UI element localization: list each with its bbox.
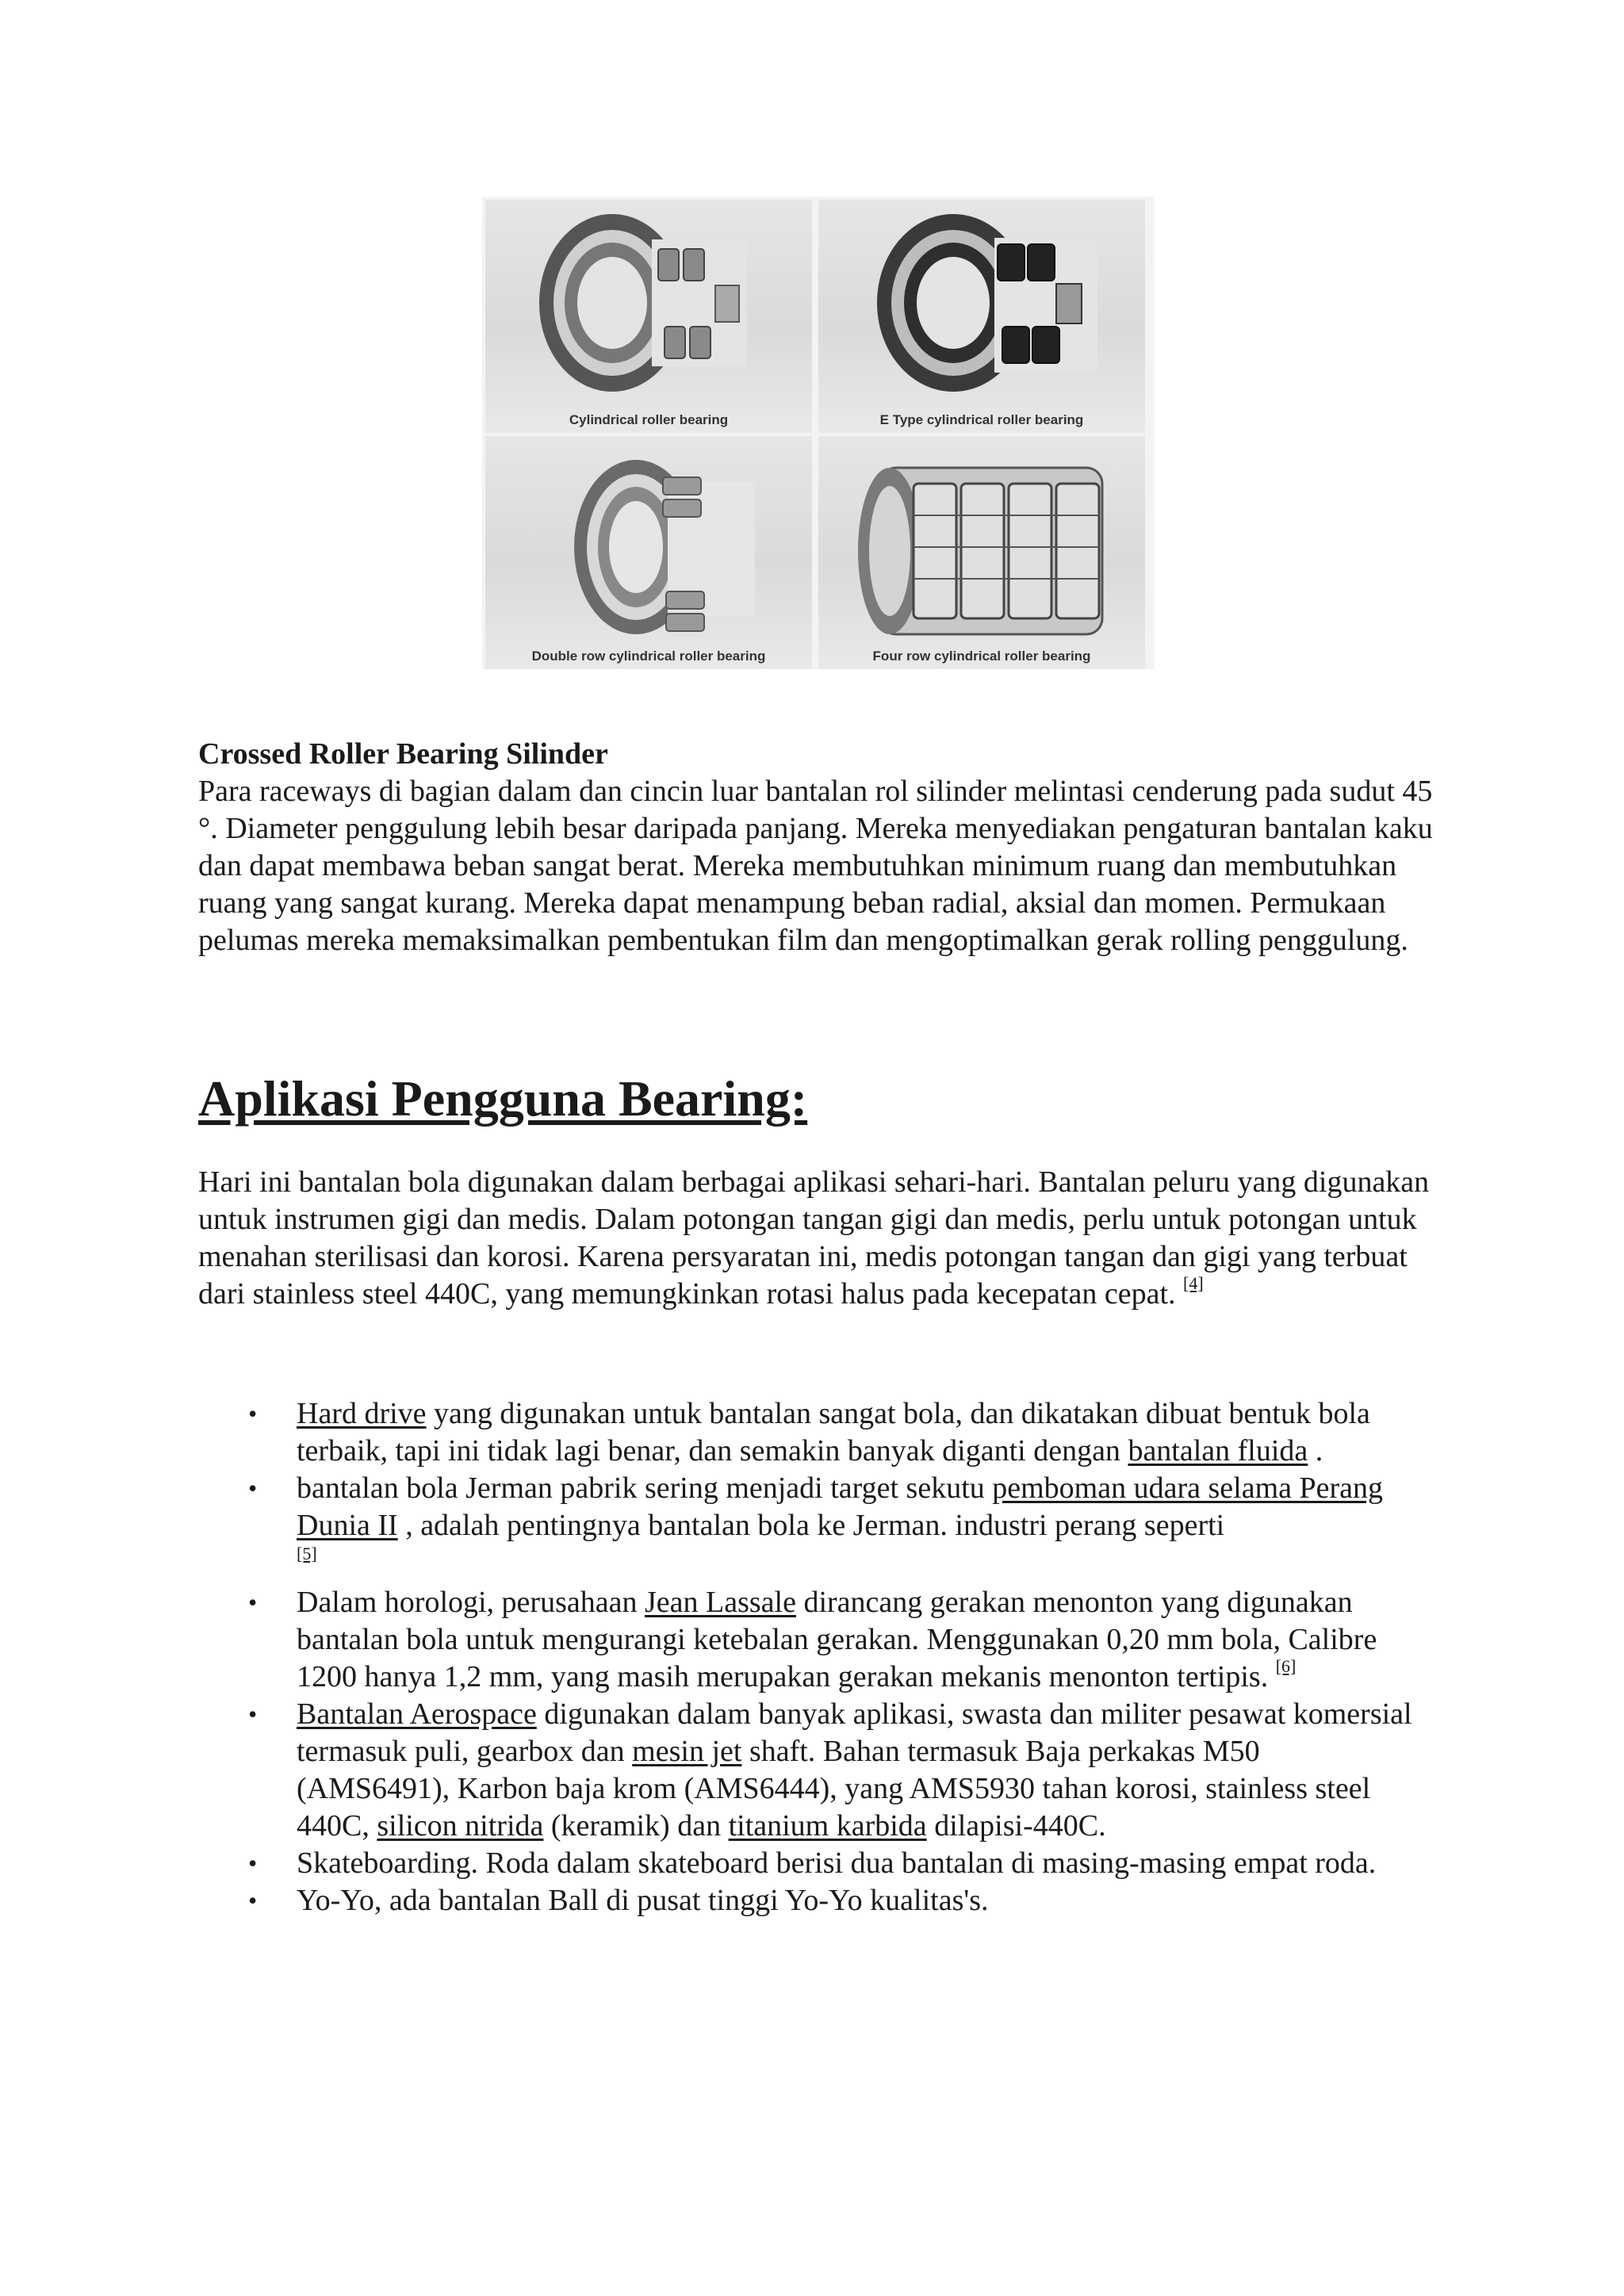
citation-link[interactable]: [5] xyxy=(297,1544,317,1563)
citation-link[interactable]: [6] xyxy=(1275,1656,1297,1676)
bullet-icon: • xyxy=(248,1849,258,1877)
list-item-text: Yo-Yo, ada bantalan Ball di pusat tinggi Yo-Yo kualitas's. xyxy=(297,1884,989,1917)
crossed-roller-body: Para raceways di bagian dalam dan cincin luar bantalan rol silinder melintasi cenderung pada sudut 45 °. Diameter penggulung lebih besar daripada panjang. Mereka menyediakan pengaturan bantalan kaku dan dapat membawa beban sangat berat. Mereka membutuhkan minimum ruang dan membutuhkan ruang yang sangat kurang. Mereka dapat menampung beban radial, aksial dan momen. Permukaan pelumas mereka memaksimalkan pembentukan film dan mengoptimalkan gerak rolling penggulung. xyxy=(198,775,1433,957)
crossed-roller-section xyxy=(198,736,1435,959)
crossed-roller-heading: Crossed Roller Bearing Silinder xyxy=(198,737,608,771)
fluid-bearing-link[interactable]: bantalan fluida xyxy=(1128,1434,1308,1468)
ww2-bombing-link[interactable]: pemboman udara selama Perang Dunia II xyxy=(297,1471,1384,1542)
list-item-text: Skateboarding. Roda dalam skateboard berisi dua bantalan di masing-masing empat roda. xyxy=(297,1846,1377,1880)
figure-caption: Double row cylindrical roller bearing xyxy=(531,649,766,664)
figure-caption: E Type cylindrical roller bearing xyxy=(879,412,1084,427)
citation-link[interactable]: [4] xyxy=(1183,1273,1204,1293)
intro-text: Hari ini bantalan bola digunakan dalam berbagai aplikasi sehari-hari. Bantalan peluru yang digunakan untuk instrumen gigi dan medis. Dalam potongan tangan gigi dan medis, perlu untuk potongan untuk menahan sterilisasi dan korosi. Karena persyaratan ini, medis potongan tangan dan gigi yang terbuat dari stainless steel 440C, yang memungkinkan rotasi halus pada kecepatan cepat. xyxy=(198,1165,1430,1311)
e-type-cylindrical-roller-bearing-image xyxy=(818,200,1145,433)
list-item-text: bantalan bola Jerman pabrik sering menjadi target sekutu xyxy=(297,1471,993,1505)
list-item xyxy=(198,1696,1419,1845)
intro-paragraph xyxy=(198,1164,1435,1313)
silicon-nitride-link[interactable]: silicon nitrida xyxy=(377,1809,544,1843)
list-item-text: dirancang gerakan menonton yang digunakan bantalan bola untuk mengurangi ketebalan gerakan. Menggunakan 0,20 mm bola, Calibre 1200 hanya 1,2 mm, yang masih merupakan gerakan mekanis menonton tertipis. xyxy=(297,1586,1377,1693)
list-item xyxy=(198,1845,1419,1882)
list-item-text: yang digunakan untuk bantalan sangat bola, dan dikatakan dibuat bentuk bola terbaik, tapi ini tidak lagi benar, dan semakin banyak diganti dengan xyxy=(297,1397,1370,1468)
list-item-text: Dalam horologi, perusahaan xyxy=(297,1586,645,1619)
jean-lassale-link[interactable]: Jean Lassale xyxy=(644,1586,796,1619)
list-item-text: . xyxy=(1308,1434,1323,1468)
bullet-icon: • xyxy=(248,1399,258,1428)
bullet-icon: • xyxy=(248,1474,258,1502)
titanium-carbide-link[interactable]: titanium karbida xyxy=(728,1809,927,1843)
list-item xyxy=(198,1395,1419,1470)
list-item xyxy=(198,1470,1419,1563)
bullet-icon: • xyxy=(248,1886,258,1915)
list-item-text: , adalah pentingnya bantalan bola ke Jerman. industri perang seperti xyxy=(397,1509,1225,1542)
jet-engine-link[interactable]: mesin jet xyxy=(632,1735,742,1768)
list-item xyxy=(198,1584,1419,1696)
list-item xyxy=(198,1882,1419,1919)
figure-caption: Four row cylindrical roller bearing xyxy=(872,649,1091,664)
list-item-text: dilapisi-440C. xyxy=(926,1809,1106,1843)
four-row-cylindrical-roller-bearing-image xyxy=(818,436,1145,669)
bearing-figure xyxy=(482,197,1155,669)
cylindrical-roller-bearing-image xyxy=(485,200,812,433)
bullet-icon: • xyxy=(248,1700,258,1728)
section-title: Aplikasi Pengguna Bearing: xyxy=(198,1070,808,1127)
list-item-text: digunakan dalam banyak aplikasi, swasta dan militer pesawat komersial termasuk puli, gearbox dan xyxy=(297,1697,1412,1768)
hard-drive-link[interactable]: Hard drive xyxy=(297,1397,427,1430)
applications-list xyxy=(198,1395,1419,1919)
double-row-cylindrical-roller-bearing-image xyxy=(485,436,812,669)
list-item-text: (keramik) dan xyxy=(543,1809,729,1843)
list-item-text: shaft. Bahan termasuk Baja perkakas M50 (AMS6491), Karbon baja krom (AMS6444), yang AMS5930 tahan korosi, stainless steel 440C, xyxy=(297,1735,1371,1843)
aerospace-bearing-link[interactable]: Bantalan Aerospace xyxy=(297,1697,537,1731)
bullet-icon: • xyxy=(248,1588,258,1617)
figure-caption: Cylindrical roller bearing xyxy=(569,412,729,427)
